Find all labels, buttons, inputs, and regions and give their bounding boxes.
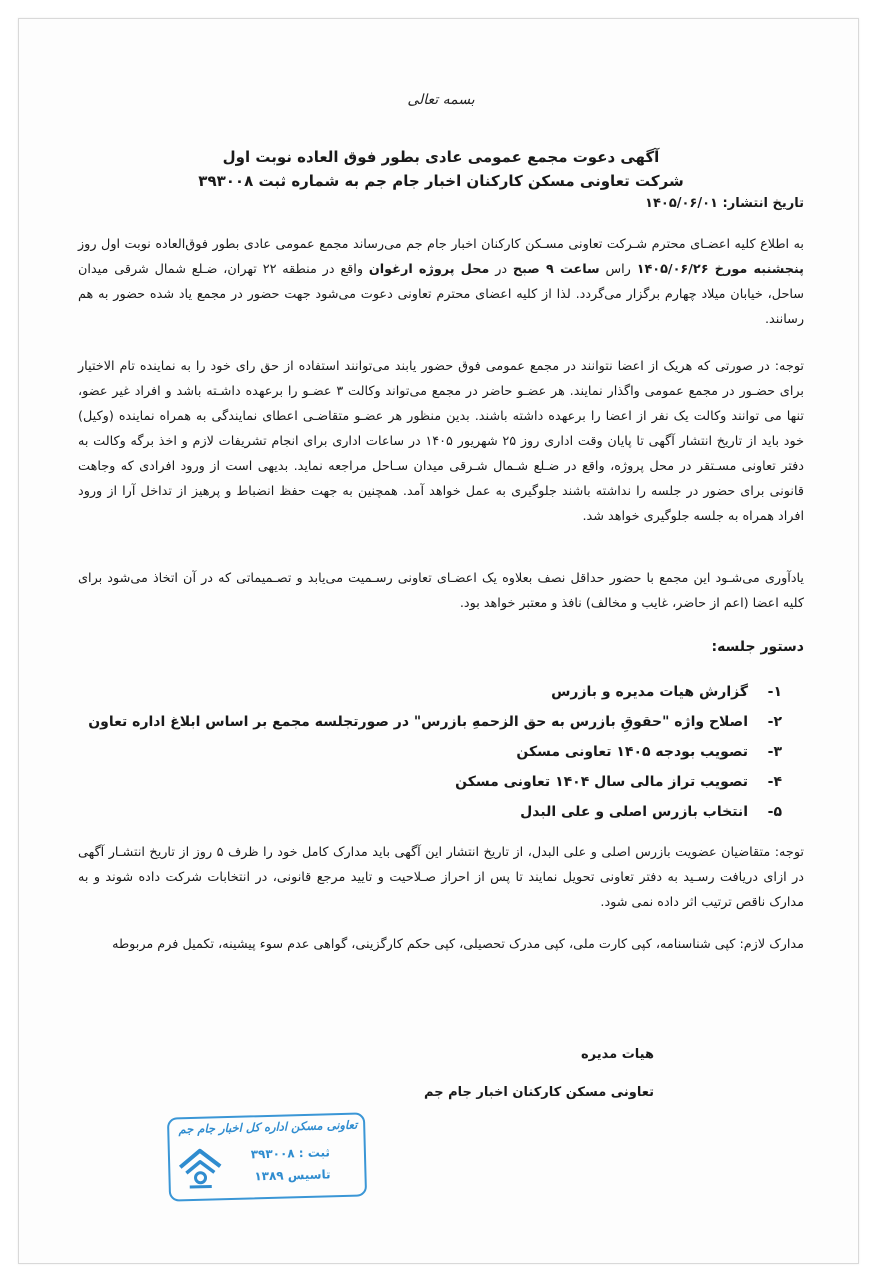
paragraph-required-documents: مدارک لازم: کپی شناسنامه، کپی کارت ملی، کپی مدرک تحصیلی، کپی حکم کارگزینی، گواهی عدم سوء پیشینه، تکمیل فرم مربوطه bbox=[112, 937, 804, 952]
agenda-item bbox=[88, 797, 782, 827]
agenda-text: انتخاب بازرس اصلی و علی البدل bbox=[520, 804, 748, 820]
agenda-text: تصویب تراز مالی سال ۱۴۰۴ تعاونی مسکن bbox=[455, 774, 748, 790]
agenda-text: گزارش هیات مدیره و بازرس bbox=[551, 684, 748, 700]
official-stamp bbox=[167, 1112, 367, 1201]
agenda-title: دستور جلسه: bbox=[711, 639, 804, 655]
signature-board: هیات مدیره bbox=[581, 1047, 654, 1062]
paragraph-quorum: یادآوری می‌شـود این مجمع با حضور حداقل نصف بعلاوه یک اعضـای تعاونی رسـمیت می‌یابد و تصـمیماتی که در آن اتخاذ می‌شود برای کلیه اعضا (اعم از حاضر، غایب و مخالف) نافذ و معتبر خواهد بود. bbox=[78, 571, 804, 611]
paragraph-proxy-note: توجه: در صورتی که هریک از اعضا نتوانند در مجمع عمومی فوق حضور یابند می‌توانند استفاده از حق رای خود را به نماینده تام الاختیار برای حضـور در مجمع عمومی واگذار نمایند. هر عضـو حاضر در مجمع می‌تواند وکالت ۳ عضـو را برعهده داشـته باشد و افراد غیر عضو، تنها می توانند وکالت یک نفر از اعضا را برعهده داشته باشند. بدین منظور هر عضـو متقاضـی اعطای نمایندگی به همراه نماینده (وکیل) خود باید از تاریخ انتشار آگهی تا پایان وقت اداری روز ۲۵ شهریور ۱۴۰۵ در ساعات اداری برای انجام تشریفات لازم و اخذ برگه وکالت به دفتر تعاونی مسـتقر در محل پروژه، واقع در ضـلع شـمال شـرقی میدان سـاحل مراجعه نماید. بدیهی است از ورود افرادی که وجاهت قانونی برای حضور در جلسه را نداشته باشند جلوگیری به عمل خواهد آمد. همچنین به جهت حفظ انضباط و پرهیز از تداخل آرا از ورود افراد همراه به جلسه جلوگیری خواهد شد. bbox=[78, 359, 805, 524]
house-logo-icon bbox=[176, 1144, 225, 1191]
heading: بسمه تعالی bbox=[407, 92, 475, 108]
agenda-text: اصلاح واژه "حقوقِ بازرس به حق الزحمهِ بازرس" در صورتجلسه مجمع بر اساس ابلاغ اداره تعاون bbox=[88, 714, 748, 730]
agenda-item bbox=[88, 767, 782, 797]
agenda-number: ۲- bbox=[767, 714, 782, 730]
meeting-time: ساعت ۹ صبح bbox=[512, 262, 600, 277]
signature-organization: تعاونی مسکن کارکنان اخبار جام جم bbox=[424, 1085, 654, 1100]
title-line-1: آگهی دعوت مجمع عمومی عادی بطور فوق العاده نوبت اول bbox=[222, 148, 660, 166]
agenda-item bbox=[88, 677, 782, 707]
paragraph-inspector-note: توجه: متقاضیان عضویت بازرس اصلی و علی البدل، از تاریخ انتشار این آگهی باید مدارک کامل خود را ظرف ۵ روز از تاریخ انتشـار آگهی در ازای دریافت رسـید به دفتر تعاونی تحویل نمایند تا پس از احراز صـلاحیت و تایید مرجع قانونی، در انتخابات شرکت داده شوند و به مدارک ناقص ترتیب اثر داده نمی شود. bbox=[78, 845, 804, 910]
agenda-number: ۴- bbox=[767, 774, 782, 790]
agenda-list bbox=[88, 677, 782, 827]
agenda-number: ۳- bbox=[767, 744, 782, 760]
agenda-number: ۵- bbox=[767, 804, 782, 820]
meeting-location: محل پروژه ارغوان bbox=[368, 262, 490, 277]
agenda-number: ۱- bbox=[767, 684, 782, 700]
stamp-name: تعاونی مسکن اداره کل اخبار جام جم bbox=[178, 1117, 358, 1137]
para1-part-a: به اطلاع کلیه اعضـای محترم شـرکت تعاونی مسـکن کارکنان اخبار جام جم می‌رساند مجمع عمومی عادی بطور فوق‌العاده نوبت اول روز bbox=[78, 237, 804, 252]
meeting-date: پنجشنبه مورخ ۱۴۰۵/۰۶/۲۶ bbox=[636, 262, 804, 277]
agenda-item bbox=[88, 707, 782, 737]
stamp-established: تاسیس ۱۳۸۹ bbox=[254, 1167, 331, 1184]
stamp-registration: ثبت : ۳۹۳۰۰۸ bbox=[250, 1145, 331, 1162]
paragraph-invitation bbox=[78, 232, 804, 332]
para1-part-g: واقع در منطقه ۲۲ تهران، ضـلع شمال شرقی میدان ساحل، خیابان میلاد چهارم برگزار می‌گردد. لذا از کلیه اعضای محترم تعاونی دعوت می‌شود جهت حضور در مجمع یاد شده حضور به هم رسانند. bbox=[78, 262, 804, 327]
publish-date: تاریخ انتشار: ۱۴۰۵/۰۶/۰۱ bbox=[645, 196, 804, 211]
agenda-text: تصویب بودجه ۱۴۰۵ تعاونی مسکن bbox=[516, 744, 748, 760]
para1-part-c: راس bbox=[599, 262, 637, 277]
agenda-item bbox=[88, 737, 782, 767]
title-line-2: شرکت تعاونی مسکن کارکنان اخبار جام جم به شماره ثبت ۳۹۳۰۰۸ bbox=[198, 172, 684, 190]
para1-part-e: در bbox=[489, 262, 513, 277]
